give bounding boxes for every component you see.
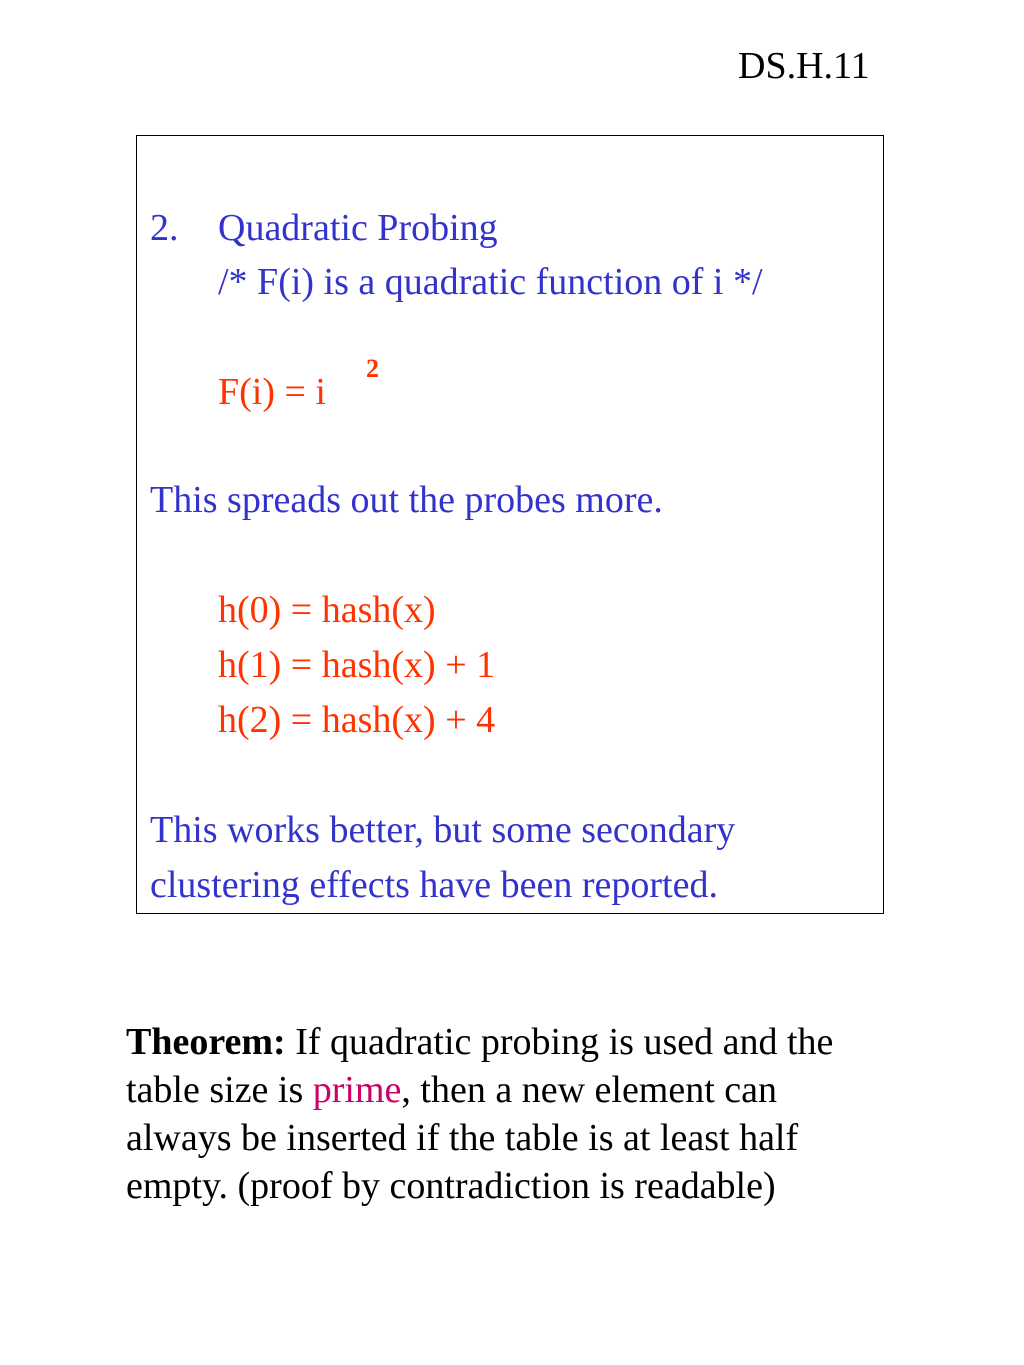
probe-line: h(0) = hash(x) [218, 589, 436, 631]
probe-line: h(1) = hash(x) + 1 [218, 644, 496, 686]
theorem-line-4: empty. (proof by contradiction is readable) [126, 1165, 776, 1207]
slide-id: DS.H.11 [738, 45, 870, 87]
conclusion-line-1: This works better, but some secondary [150, 809, 736, 851]
theorem-line-2-before: table size is [126, 1069, 313, 1111]
spread-note: This spreads out the probes more. [150, 479, 663, 521]
code-comment: /* F(i) is a quadratic function of i */ [218, 261, 763, 303]
prime-highlight: prime [312, 1069, 402, 1111]
theorem-line-1-text: If quadratic probing is used and the [285, 1021, 834, 1063]
theorem-label: Theorem: [126, 1021, 286, 1063]
formula-base: F(i) = i [218, 371, 326, 413]
theorem-block [126, 1018, 1006, 1210]
formula-exponent: 2 [366, 354, 379, 383]
probe-line: h(2) = hash(x) + 4 [218, 699, 496, 741]
theorem-line-1 [126, 1018, 1006, 1066]
section-heading: Quadratic Probing [218, 207, 498, 249]
theorem-line-3: always be inserted if the table is at least half [126, 1117, 799, 1159]
theorem-line-2 [126, 1066, 1006, 1114]
list-item-number: 2. [150, 207, 179, 249]
conclusion-line-2: clustering effects have been reported. [150, 864, 718, 906]
theorem-line-2-after: , then a new element can [401, 1069, 778, 1111]
